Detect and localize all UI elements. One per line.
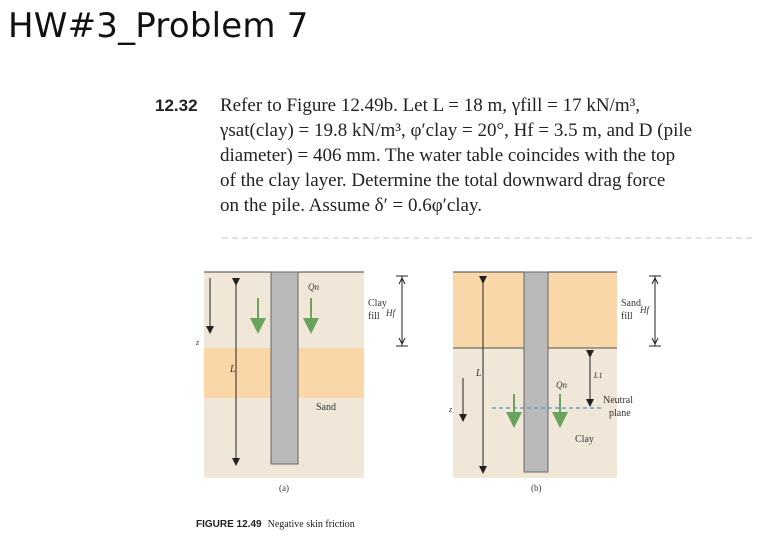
problem-line: diameter) = 406 mm. The water table coincides with the top (220, 145, 676, 166)
fill-height-label: Hf (386, 308, 395, 318)
load-label: Qn (556, 380, 567, 390)
fill-label: Clay (368, 298, 387, 309)
lower-layer-label: Sand (316, 402, 336, 413)
fill-label: Sand (621, 298, 641, 309)
panel-label: (a) (279, 483, 289, 493)
pile (524, 272, 548, 472)
neutral-plane-label: Neutral (603, 395, 633, 406)
neutral-depth-label: L1 (594, 371, 603, 380)
problem-line: γsat(clay) = 19.8 kN/m³, φ′clay = 20°, Hf = 3.5 m, and D (pile (220, 120, 693, 141)
fill-label: fill (368, 311, 380, 322)
slide-title: HW#3_Problem 7 (8, 6, 309, 46)
problem-line: of the clay layer. Determine the total downward drag force (220, 170, 666, 191)
fill-label: fill (621, 311, 633, 322)
depth-label: z (449, 405, 453, 414)
figure-caption-text: Negative skin friction (267, 519, 355, 530)
problem-line: Refer to Figure 12.49b. Let L = 18 m, γfill = 17 kN/m³, (220, 95, 641, 116)
length-label: L (476, 368, 482, 379)
depth-label: z (196, 338, 200, 347)
fill-height-label: Hf (640, 305, 649, 315)
problem-line: on the pile. Assume δ′ = 0.6φ′clay. (220, 195, 482, 216)
panel-a (195, 272, 408, 493)
problem-number: 12.32 (155, 96, 198, 115)
lower-layer-label: Clay (575, 434, 594, 445)
figure-caption (196, 519, 355, 530)
neutral-plane-label: plane (609, 408, 631, 419)
figure-number: FIGURE 12.49 (196, 519, 262, 530)
panel-b (448, 272, 661, 493)
length-label: L (230, 364, 236, 375)
pile (271, 272, 298, 464)
panel-label: (b) (531, 483, 542, 493)
load-label: Qn (308, 282, 319, 292)
